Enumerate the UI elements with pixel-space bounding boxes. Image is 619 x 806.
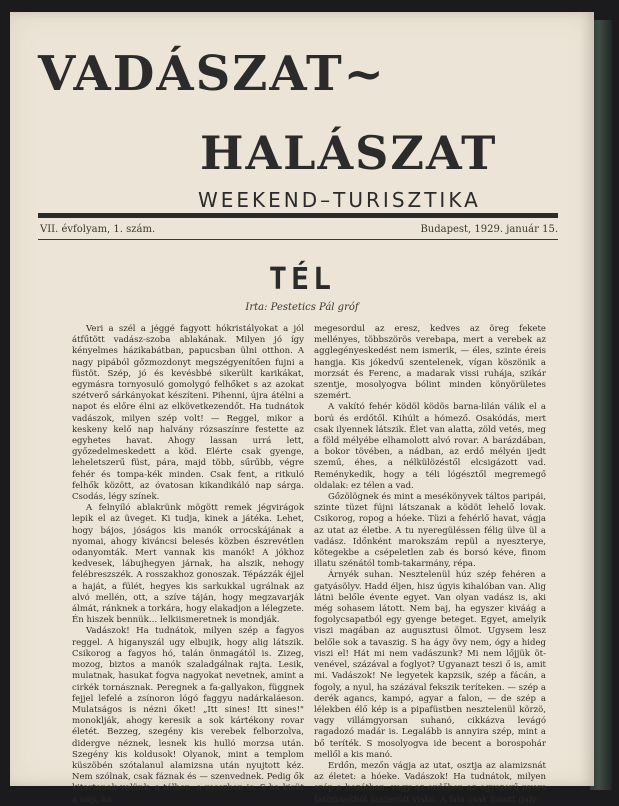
article-column-right [314,324,546,805]
paragraph: A vakító fehér ködöl ködös barna-lilán válik el a ború és erdőtől. Kihúlt a hómező. Osakódás, mert csak ilyennek látszik. Élet van alatta, zöld vetés, meg a föld mélyébe elhamolott alvó rovar. A barázdában, a bokor tövében, a nádban, az erdő mélyén ijedt szemű, éhes, a nélkülözéstől elcsigázott vad. Reménykedik, hogy a téli lógésztől megremegő oldalak: ez télen a vad. [314,402,546,491]
issue-date: Budapest, 1929. január 15. [420,224,558,235]
paragraph: Vadászok! Ha tudnátok, milyen szép a fagyos reggel. A higanyszál ugy elbujik, hogy alig látszik. Csikorog a fagyos hó, talán önmagától is. Zizeg, mozog, biztos a manók szaladgálnak rajta. Lesik, mulatnak, hasukat fogva nagyokat nevetnek, amint a cirkék tornásznak. Peregnek a fa-gallyakon, függnek fejjel lefelé a zsínoron lógó faggyu nadárkaláeson. Mulatságos is nézni őket! „Itt sines! Itt sines!" monoklják, ahogy keresik a sok kártékony rovar életét. Bezzeg, szegény kis verebek felborzolva, didergve néznek, lesnek kis hulló morzsa után. Szegény kis koldusok! Olyanok, mint a templom küszöbén szótalanul alamizsna után nyujtott kéz. Nem szólnak, csak fáznak és — szenvednek. Pedig ők kitartanak velünk, a télben, a rosszban is. S ha kisüt a nap, ha [72,626,304,805]
paragraph: A felnyíló ablakrünk mögött remek jégvirágok lepik el az üveget. Ki tudja, kinek a játéka. Lehet, hogy bájos, jóságos kis manók orrocskájának a nyomai, ahogy kiváncsi belesés közben észrevétlen odanyomták. Mert vannak kis manók! A jókhoz kedvesek, lábujhegyen járnak, ha alszik, nehogy felébreszszék. A rosszakhoz gonoszak. Tépázzák éjjel a haját, a fülét, hegyes kis sarkukkal ugrálnak az alvó mellén, ott, a szíve táján, hogy megzavarják álmát, ránknek a torkára, hogy elakadjon a lélegzete. Én hiszek bennük… lelkiismeretnek is mondják. [72,503,304,626]
article-column-left [72,324,304,805]
paragraph: megesordul az eresz, kedves az öreg fekete mellényes, többszörös verebapa, mert a verebek az agglegényeskedést nem ismerik, — éles, szinte éreis hangja. Kis jókedvű szentelenek, vígan köszönik a morzsát és Ferenc, a madarak vissi ruhája, szikár szentje, mosolyogva bólint minden könyörületes szemért. [314,324,546,402]
article-byline: Irta: Pestetics Pál gróf [245,302,359,313]
masthead-rule [38,213,558,218]
masthead-subtitle: WEEKEND–TURISZTIKA [198,188,481,212]
paragraph: Gőzölögnek és mint a mesékönyvek táltos paripái, szinte tüzet fújni látszanak a ködöt lehelő lovak. Csikorog, ropog a hóeke. Tüzi a fehérlő havat, vágja az utat az életbe. A tu nyeregüléssen félig ülve ül a vadász. Időnként marokszám repül a nyeszterye, kötegekbe a csépeletlen zab és borsó kéve, finom illatu szénától tomb-takarmány, répa. [314,492,546,570]
issue-volume: VII. évfolyam, 1. szám. [40,224,156,235]
magazine-page [10,12,594,805]
paragraph: Erdőn, mezőn vágja az utat, osztja az alamizsnát az életet: a hóeke. Vadászok! Ha tudnátok, milyen szép a bozótban, vagy az erdőben az egyszerű nyers fatörzsekből összerótt viskó. A fala csak fonott galy- [314,760,546,805]
issue-rule [38,239,558,240]
paragraph: Árnyék suhan. Nesztelenül húz szép fehéren a gatyásölyv. Hadd éljen, hisz úgyis kihalóban van. Alig látni belőle évente egyet. Van olyan vadász is, aki még sohasem látott. Nem baj, ha egyszer kiváág a fogolycsapatból egy gyenge beteget. Egyet, amelyik viszi magában az augusztusi ölmot. Ugysem lesz belőle sok a tavaszig. S ha ágy övy nem, ógy a hideg viszi el! Hát mi nem vadászunk? Mi nem lőjjük öt-venével, százával a foglyot? Ugyanazt teszi ő is, amit mi. Vadászok! Ne legyetek kapzsik, szép a fácán, a fogoly, a nyul, ha százával fekszik teríteken. — szép a derék agancs, kampó, agyar a falon, — de szép a lélekben élő kép is a pipafüstben nesztelenül körzö, vagy villámgyorsan suhanó, cikkázva levágó ragadozó madár is. Legalább is annyira szép, mint a bő teríték. S mosolyogva ide becent a borospohár mellől a kis manó. [314,570,546,760]
article-title: TÉL [268,262,336,297]
issue-line [40,224,558,235]
paragraph: Veri a szél a jéggé fagyott hókristályokat a jól átfűtött vadász-szoba ablakának. Milyen jó így kényelmes házikabátban, papucsban ülni otthon. A nagy pipából gőzmozdonyt megszégyenítően fujni a füstöt. Szép, jó és kevésbbé sikerült karikákat, egymásra tornyosuló gomolygó felhőket s az azokat szétverő sárkányokat készíteni. Pihenni, újra átélni a napot és előre élni az elkövetkezendőt. Ha tudnátok vadászok, milyen szép volt! — Reggel, mikor a keskeny kelő nap halvány rózsaszínre festette az egyhetes havat. Ahogy lassan urrá lett, győzedelmeskedett a köd. Elérte csak gyenge, leheletszerű füst, pára, majd több, sűrűbb, végre fehér és tompa-kék minden. Csak fent, a ritkuló felhők között, az óvatosan kikandikáló nap sárga. Csodás, légy színek. [72,324,304,503]
masthead-line-1: VADÁSZAT~ [38,46,386,102]
masthead-line-2: HALÁSZAT [200,126,498,180]
